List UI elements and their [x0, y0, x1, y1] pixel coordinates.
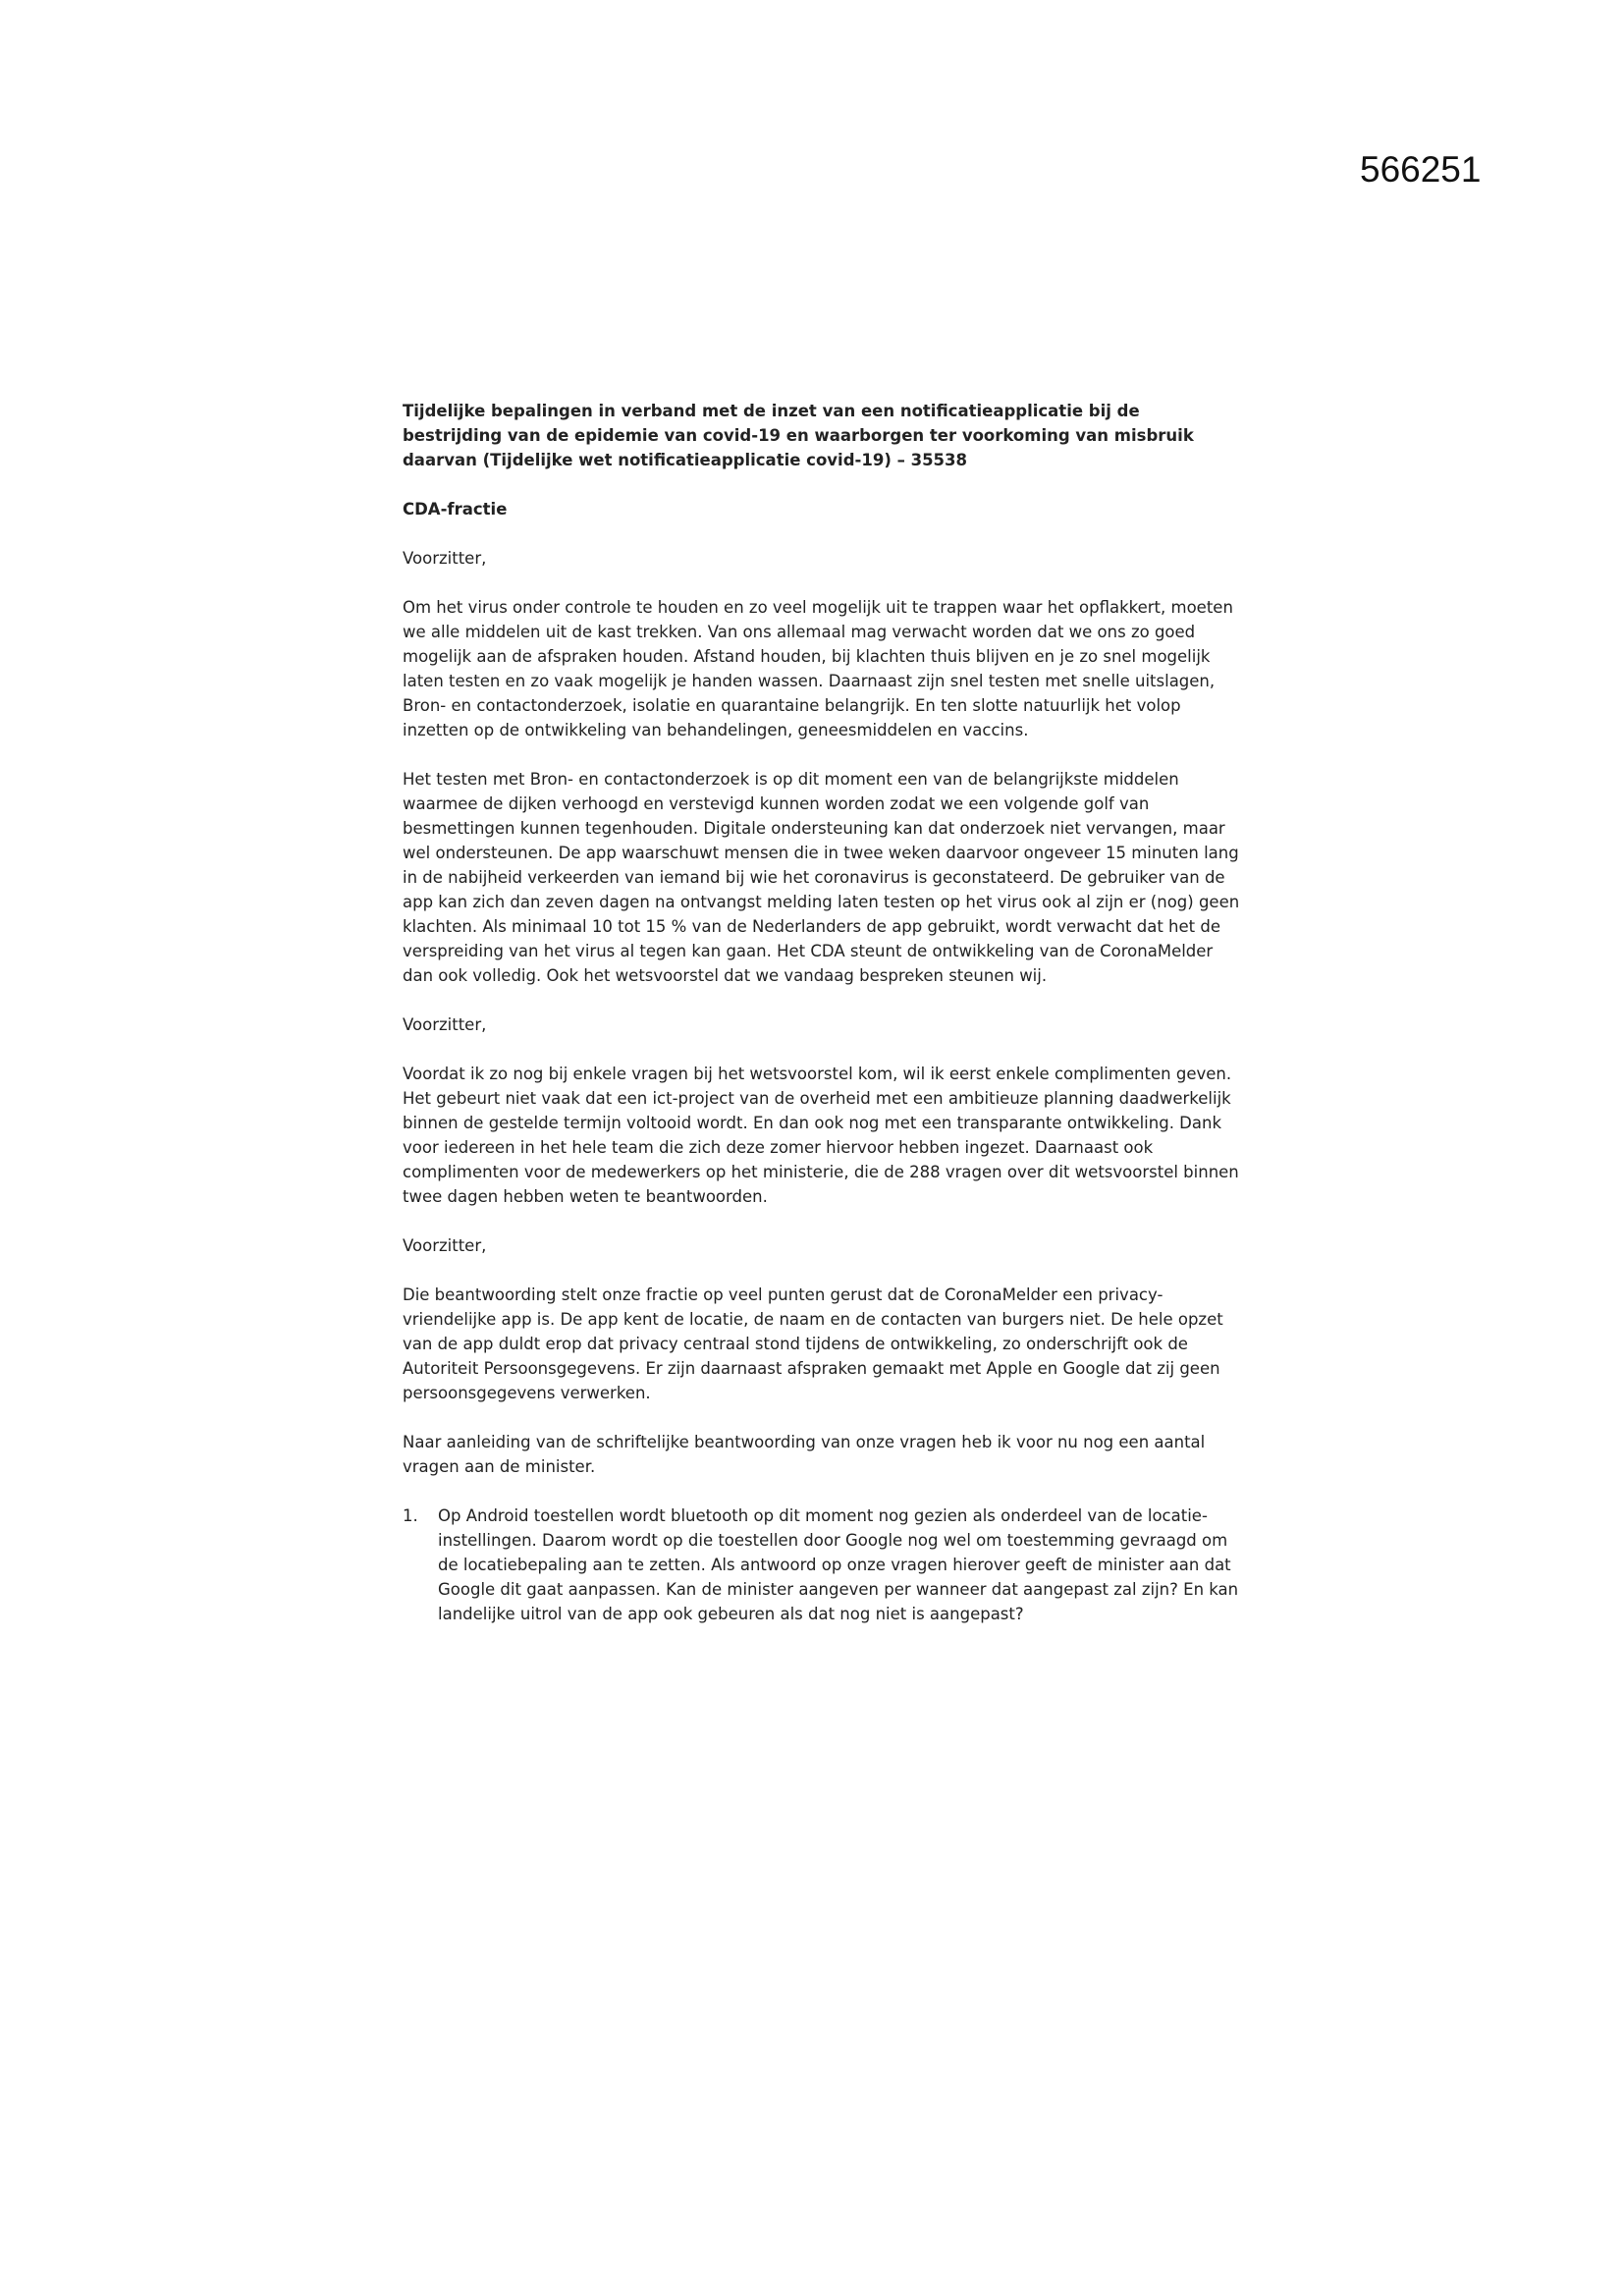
- question-list: [403, 1503, 1242, 1626]
- paragraph: Om het virus onder controle te houden en zo veel mogelijk uit te trappen waar het opflakkert, moeten we alle middelen uit de kast trekken. Van ons allemaal mag verwacht worden dat we ons zo goed mogelijk aan de afspraken houden. Afstand houden, bij klachten thuis blijven en je zo snel mogelijk laten testen en zo vaak mogelijk je handen wassen. Daarnaast zijn snel testen met snelle uitslagen, Bron- en contactonderzoek, isolatie en quarantaine belangrijk. En ten slotte natuurlijk het volop inzetten op de ontwikkeling van behandelingen, geneesmiddelen en vaccins.: [403, 598, 1233, 739]
- salutation: Voorzitter,: [403, 1236, 487, 1255]
- party-heading: CDA-fractie: [403, 500, 508, 519]
- paragraph: Het testen met Bron- en contactonderzoek is op dit moment een van de belangrijkste middelen waarmee de dijken verhoogd en verstevigd kunnen worden zodat we een volgende golf van besmettingen kunnen tegenhouden. Digitale ondersteuning kan dat onderzoek niet vervangen, maar wel ondersteunen. De app waarschuwt mensen die in twee weken daarvoor ongeveer 15 minuten lang in de nabijheid verkeerden van iemand bij wie het coronavirus is geconstateerd. De gebruiker van de app kan zich dan zeven dagen na ontvangst melding laten testen op het virus ook al zijn er (nog) geen klachten. Als minimaal 10 tot 15 % van de Nederlanders de app gebruikt, wordt verwacht dat het de verspreiding van het virus al tegen kan gaan. Het CDA steunt de ontwikkeling van de CoronaMelder dan ook volledig. Ook het wetsvoorstel dat we vandaag bespreken steunen wij.: [403, 770, 1240, 985]
- paragraph: Die beantwoording stelt onze fractie op veel punten gerust dat de CoronaMelder een privacy-vriendelijke app is. De app kent de locatie, de naam en de contacten van burgers niet. De hele opzet van de app duldt erop dat privacy centraal stond tijdens de ontwikkeling, zo onderschrijft ook de Autoriteit Persoonsgegevens. Er zijn daarnaast afspraken gemaakt met Apple en Google dat zij geen persoonsgegevens verwerken.: [403, 1285, 1223, 1402]
- question-number: 1.: [403, 1506, 418, 1525]
- salutation: Voorzitter,: [403, 1015, 487, 1034]
- document-number: 566251: [1360, 149, 1482, 190]
- question-item: [403, 1503, 1242, 1626]
- document-title: Tijdelijke bepalingen in verband met de inzet van een notificatieapplicatie bij de bestrijding van de epidemie van covid-19 en waarborgen ter voorkoming van misbruik daarvan (Tijdelijke wet notificatieapplicatie covid-19) – 35538: [403, 402, 1194, 469]
- paragraph: Naar aanleiding van de schriftelijke beantwoording van onze vragen heb ik voor nu nog een aantal vragen aan de minister.: [403, 1433, 1206, 1476]
- question-text: Op Android toestellen wordt bluetooth op dit moment nog gezien als onderdeel van de locatie-instellingen. Daarom wordt op die toestellen door Google nog wel om toestemming gevraagd om de locatiebepaling aan te zetten. Als antwoord op onze vragen hierover geeft de minister aan dat Google dit gaat aanpassen. Kan de minister aangeven per wanneer dat aangepast zal zijn? En kan landelijke uitrol van de app ook gebeuren als dat nog niet is aangepast?: [438, 1506, 1239, 1623]
- paragraph: Voordat ik zo nog bij enkele vragen bij het wetsvoorstel kom, wil ik eerst enkele complimenten geven. Het gebeurt niet vaak dat een ict-project van de overheid met een ambitieuze planning daadwerkelijk binnen de gestelde termijn voltooid wordt. En dan ook nog met een transparante ontwikkeling. Dank voor iedereen in het hele team die zich deze zomer hiervoor hebben ingezet. Daarnaast ook complimenten voor de medewerkers op het ministerie, die de 288 vragen over dit wetsvoorstel binnen twee dagen hebben weten te beantwoorden.: [403, 1065, 1239, 1206]
- document-body: [403, 399, 1242, 1626]
- salutation: Voorzitter,: [403, 549, 487, 568]
